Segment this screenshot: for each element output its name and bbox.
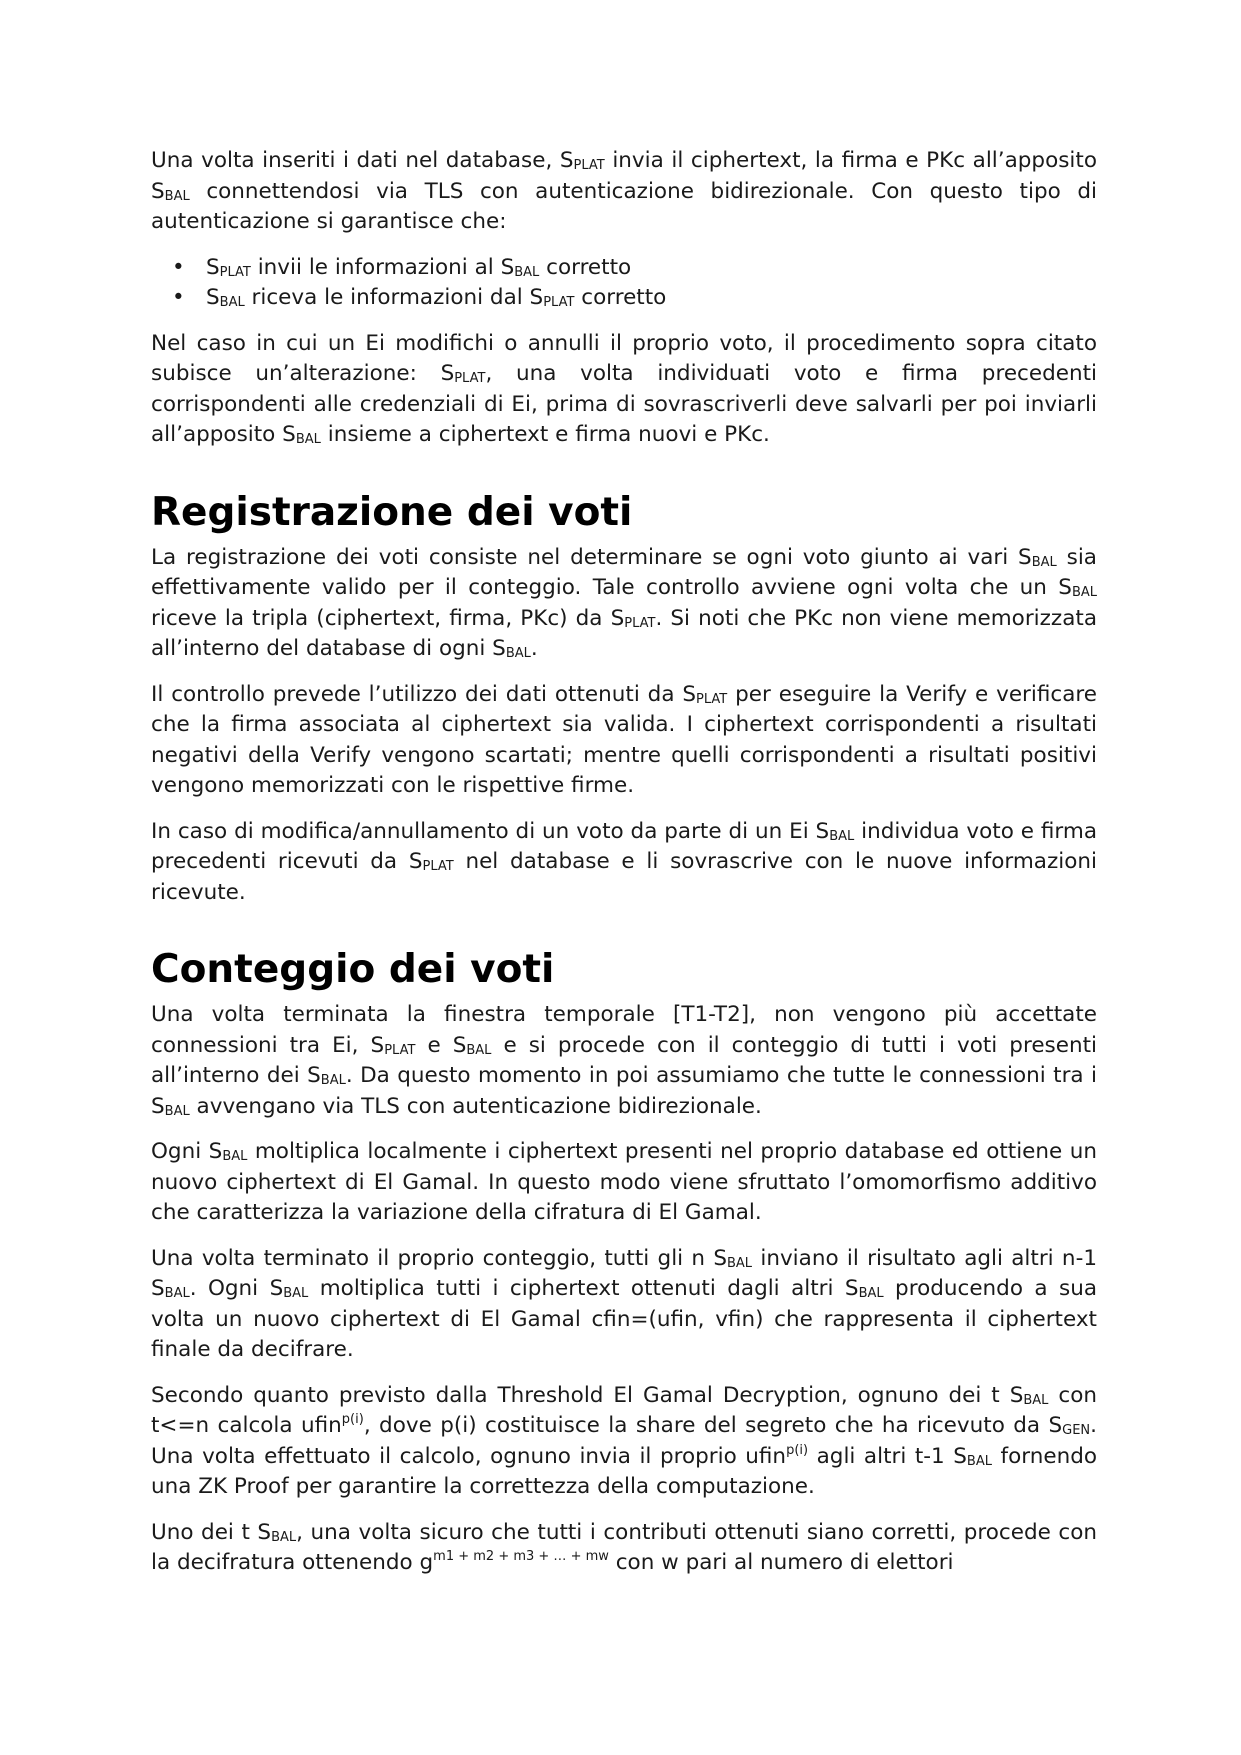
text-run: connettendosi via TLS con autenticazione bidirezionale. Con questo tipo di autenticazione si garantisce che: bbox=[151, 178, 1097, 234]
paragraph bbox=[151, 1518, 1097, 1579]
text-run: S bbox=[206, 285, 220, 310]
text-run: , dove p(i) costituisce la share del segreto che ha ricevuto da S bbox=[363, 1413, 1063, 1438]
paragraph bbox=[151, 1244, 1097, 1366]
text-run: Ogni S bbox=[151, 1139, 223, 1164]
subscript: BAL bbox=[222, 1149, 248, 1164]
superscript: p(i) bbox=[786, 1442, 809, 1458]
text-run: corretto bbox=[539, 254, 632, 280]
text-run: moltiplica tutti i ciphertext ottenuti dagli altri S bbox=[308, 1276, 859, 1301]
subscript: PLAT bbox=[422, 859, 454, 874]
section-heading: Conteggio dei voti bbox=[151, 947, 555, 992]
subscript: GEN bbox=[1062, 1423, 1091, 1438]
text-run: sia effettivamente valido per il conteggio. Tale controllo avviene ogni volta che un S bbox=[151, 544, 1097, 600]
text-run: fornendo una ZK Proof per garantire la correttezza della computazione. bbox=[151, 1443, 1097, 1499]
subscript: BAL bbox=[164, 1286, 190, 1301]
list-item bbox=[206, 253, 1097, 284]
text-run: . Ogni S bbox=[189, 1276, 284, 1301]
subscript: PLAT bbox=[543, 295, 575, 310]
text-run: e si procede con il conteggio di tutti i voti presenti all’interno dei S bbox=[151, 1032, 1098, 1088]
text-run: Uno dei t S bbox=[151, 1519, 272, 1545]
paragraph bbox=[151, 1000, 1097, 1122]
text-run: La registrazione dei voti consiste nel determinare se ogni voto giunto ai vari S bbox=[151, 544, 1032, 570]
subscript: PLAT bbox=[454, 371, 486, 386]
subscript: BAL bbox=[514, 264, 540, 280]
list-item bbox=[206, 283, 1097, 314]
text-run: invii le informazioni al S bbox=[250, 254, 515, 280]
subscript: BAL bbox=[164, 188, 190, 204]
text-run: Secondo quanto previsto dalla Threshold El Gamal Decryption, ognuno dei t S bbox=[151, 1382, 1024, 1408]
subscript: BAL bbox=[1031, 554, 1057, 570]
superscript: m1 + m2 + m3 + … + mw bbox=[433, 1549, 609, 1564]
paragraph bbox=[151, 329, 1097, 451]
paragraph bbox=[151, 1381, 1097, 1503]
text-run: per eseguire la Verify e verificare che la firma associata al ciphertext sia valida. I ciphertext corrispondenti a risultati negativi della Verify vengono scartati; mentre quelli corrispondenti a risultati positivi vengono memorizzati con le rispettive firme. bbox=[151, 681, 1098, 798]
subscript: BAL bbox=[164, 1103, 190, 1119]
subscript: BAL bbox=[829, 828, 855, 844]
document-page bbox=[151, 146, 1097, 1594]
paragraph bbox=[151, 1137, 1097, 1229]
text-run: inviano il risultato agli altri n-1 S bbox=[151, 1245, 1098, 1301]
text-run: S bbox=[206, 254, 220, 280]
bullet-list bbox=[151, 253, 1097, 314]
paragraph bbox=[151, 817, 1097, 909]
text-run: riceva le informazioni dal S bbox=[244, 285, 544, 310]
text-run: . Una volta effettuato il calcolo, ognuno invia il proprio ufin bbox=[151, 1413, 1097, 1469]
text-run: Una volta terminata la finestra temporale [T1-T2], non vengono più accettate connessioni tra Ei, S bbox=[151, 1002, 1097, 1058]
text-run: riceve la tripla (ciphertext, firma, PKc) da S bbox=[151, 605, 625, 631]
text-run: nel database e li sovrascrive con le nuove informazioni ricevute. bbox=[151, 849, 1097, 905]
subscript: BAL bbox=[320, 1073, 346, 1088]
text-run: , una volta individuati voto e firma precedenti corrispondenti alle credenziali di Ei, prima di sovrascriverli deve salvarli per poi inviarli all’apposito S bbox=[151, 361, 1097, 447]
subscript: BAL bbox=[966, 1453, 992, 1469]
text-run: con t<=n calcola ufin bbox=[151, 1382, 1097, 1438]
subscript: BAL bbox=[1023, 1392, 1049, 1408]
text-run: corretto bbox=[574, 285, 667, 310]
subscript: BAL bbox=[295, 432, 321, 447]
text-run: , una volta sicuro che tutti i contributi ottenuti siano corretti, procede con la decifratura ottenendo g bbox=[151, 1519, 1097, 1575]
text-run: Il controllo prevede l’utilizzo dei dati ottenuti da S bbox=[151, 681, 697, 707]
subscript: BAL bbox=[271, 1529, 297, 1545]
text-run: . Da questo momento in poi assumiamo che tutte le connessioni tra i S bbox=[151, 1063, 1097, 1119]
text-run: producendo a sua volta un nuovo ciphertext di El Gamal cfin=(ufin, vfin) che rappresenta il ciphertext finale da decifrare. bbox=[151, 1276, 1097, 1362]
text-run: Una volta inseriti i dati nel database, S bbox=[151, 148, 574, 173]
paragraph bbox=[151, 146, 1097, 238]
text-run: moltiplica localmente i ciphertext presenti nel proprio database ed ottiene un nuovo ciphertext di El Gamal. In questo modo viene sfruttato l’omomorfismo additivo che caratterizza la variazione della cifratura di El Gamal. bbox=[151, 1139, 1097, 1225]
text-run: e S bbox=[415, 1032, 467, 1058]
subscript: BAL bbox=[1071, 585, 1097, 600]
text-run: In caso di modifica/annullamento di un voto da parte di un Ei S bbox=[151, 818, 830, 844]
subscript: PLAT bbox=[219, 264, 251, 280]
text-run: Una volta terminato il proprio conteggio, tutti gli n S bbox=[151, 1245, 727, 1271]
subscript: BAL bbox=[727, 1255, 753, 1271]
subscript: PLAT bbox=[573, 158, 605, 173]
text-run: individua voto e firma precedenti ricevuti da S bbox=[151, 818, 1097, 874]
text-run: . Si noti che PKc non viene memorizzata all’interno del database di ogni S bbox=[151, 605, 1097, 661]
text-run: invia il ciphertext, la firma e PKc all’apposito S bbox=[151, 148, 1097, 204]
text-run: avvengano via TLS con autenticazione bidirezionale. bbox=[189, 1093, 762, 1119]
subscript: PLAT bbox=[624, 615, 656, 631]
subscript: PLAT bbox=[696, 691, 728, 707]
subscript: BAL bbox=[858, 1286, 884, 1301]
text-run: con w pari al numero di elettori bbox=[608, 1550, 954, 1575]
text-run: Nel caso in cui un Ei modifichi o annulli il proprio voto, il procedimento sopra citato subisce un’alterazione: S bbox=[151, 330, 1097, 386]
text-run: insieme a ciphertext e firma nuovi e PKc. bbox=[320, 422, 770, 447]
subscript: BAL bbox=[283, 1286, 309, 1301]
section-heading: Registrazione dei voti bbox=[151, 489, 633, 535]
paragraph bbox=[151, 543, 1097, 665]
superscript: p(i) bbox=[341, 1412, 364, 1427]
text-run: agli altri t-1 S bbox=[808, 1443, 967, 1469]
subscript: PLAT bbox=[384, 1042, 416, 1058]
text-run: . bbox=[530, 636, 538, 661]
paragraph bbox=[151, 680, 1097, 802]
subscript: BAL bbox=[466, 1042, 492, 1058]
subscript: BAL bbox=[505, 646, 531, 661]
subscript: BAL bbox=[219, 295, 245, 310]
